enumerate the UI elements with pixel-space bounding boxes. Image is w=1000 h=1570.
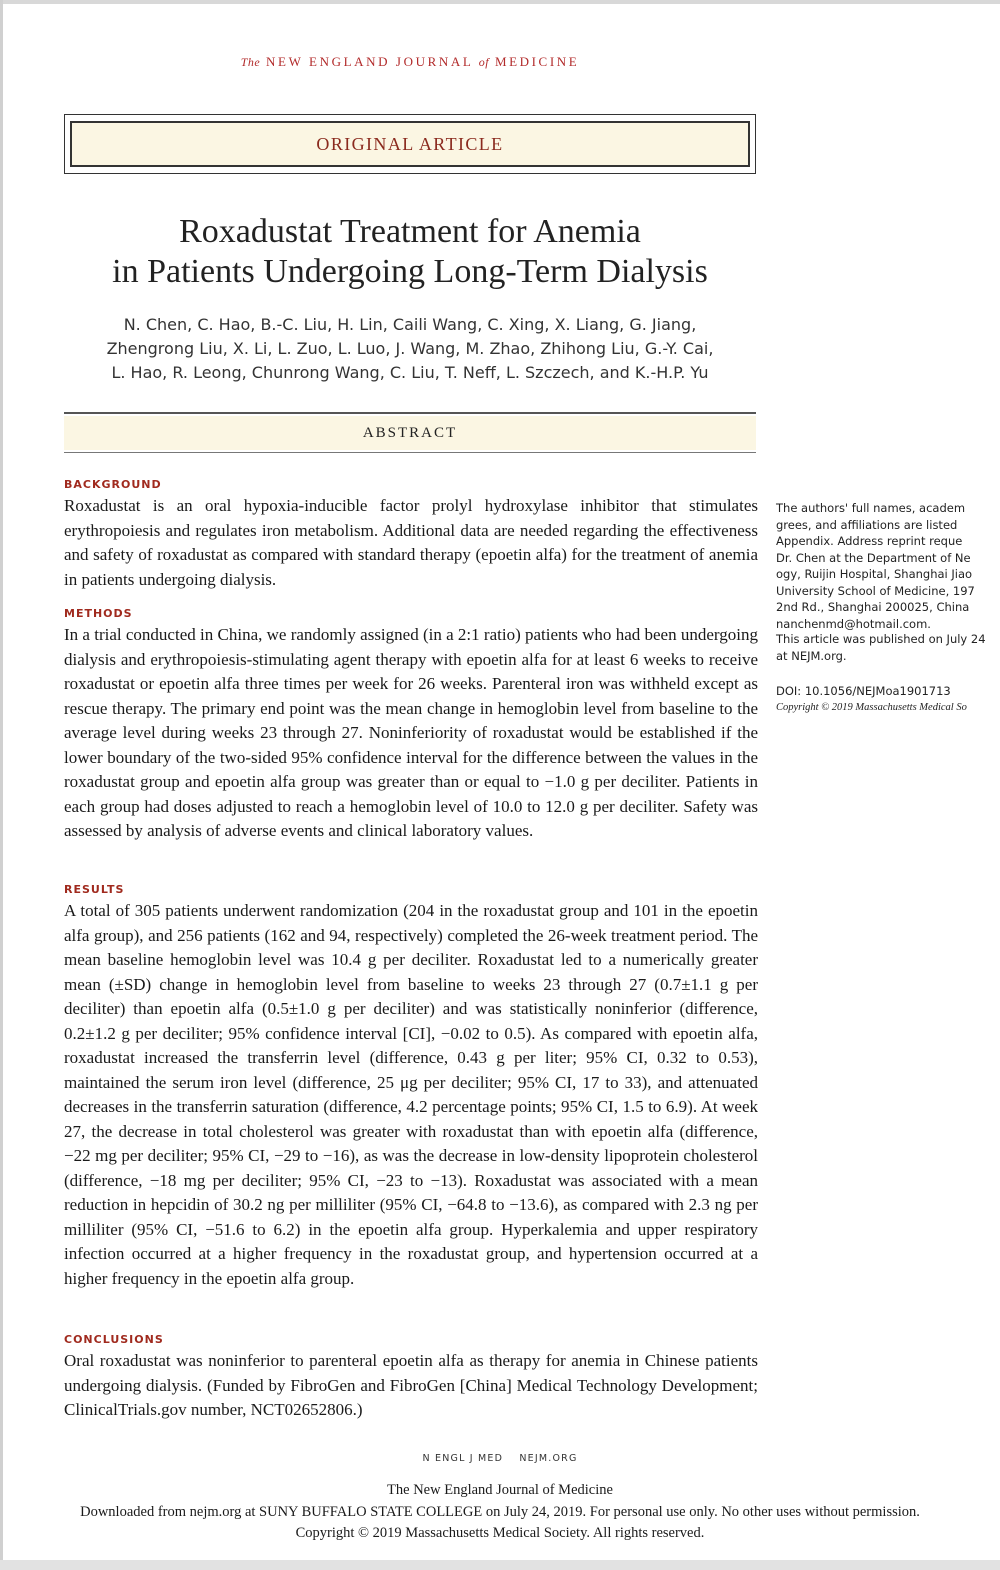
author-line: N. Chen, C. Hao, B.-C. Liu, H. Lin, Caili Wang, C. Xing, X. Liang, G. Jiang,	[123, 315, 697, 334]
page-left-edge	[0, 0, 3, 1570]
download-line: Copyright © 2019 Massachusetts Medical Society. All rights reserved.	[295, 1525, 705, 1541]
sidebar-affiliation-line: The authors' full names, academ	[776, 501, 966, 515]
sidebar-doi-block	[776, 683, 1000, 716]
masthead-the: The	[240, 55, 261, 69]
results-text: A total of 305 patients underwent randomization (204 in the roxadustat group and 101 in the epoetin alfa group), and 256 patients (162 and 94, respectively) completed the 26-week treatment period. The mean baseline hemoglobin level was 10.4 g per deciliter. Roxadustat led to a numerically greater mean (±SD) change in hemoglobin level from baseline to weeks 23 through 27 (0.7±1.1 g per deciliter) than epoetin alfa (0.5±1.0 g per deciliter) and was statistically noninferior (difference, 0.2±1.2 g per deciliter; 95% confidence interval [CI], −0.02 to 0.5). As compared with epoetin alfa, roxadustat increased the transferrin level (difference, 0.43 g per liter; 95% CI, 0.32 to 0.53), maintained the serum iron level (difference, 25 μg per deciliter; 95% CI, 17 to 33), and attenuated decreases in the transferrin saturation (difference, 4.2 percentage points; 95% CI, 1.5 to 6.9). At week 27, the decrease in total cholesterol was greater with roxadustat than with epoetin alfa (difference, −22 mg per deciliter; 95% CI, −29 to −16), as was the decrease in low-density lipoprotein cholesterol (difference, −18 mg per deciliter; 95% CI, −23 to −13). Roxadustat was associated with a mean reduction in hepcidin of 30.2 ng per milliliter (95% CI, −64.8 to −13.6), as compared with 2.3 ng per milliliter (95% CI, −51.6 to 6.2) in the epoetin alfa group. Hyperkalemia and upper respiratory infection occurred at a higher frequency in the roxadustat group, and hypertension occurred at a higher frequency in the epoetin alfa group.	[64, 901, 758, 1288]
author-line: Zhengrong Liu, X. Li, L. Zuo, L. Luo, J. Wang, M. Zhao, Zhihong Liu, G.-Y. Cai,	[106, 339, 714, 358]
download-line: Downloaded from nejm.org at SUNY BUFFALO STATE COLLEGE on July 24, 2019. For personal use only. No other uses without permission.	[80, 1503, 920, 1520]
abstract-heading: ABSTRACT	[362, 424, 458, 441]
results-label: RESULTS	[64, 883, 125, 896]
masthead-name-part1: NEW ENGLAND JOURNAL	[266, 54, 473, 69]
author-line: L. Hao, R. Leong, Chunrong Wang, C. Liu, T. Neff, L. Szczech, and K.-H.P. Yu	[111, 363, 709, 382]
masthead-of: of	[478, 55, 490, 69]
sidebar-published-line: at NEJM.org.	[776, 648, 847, 663]
title-line: in Patients Undergoing Long-Term Dialysis	[112, 253, 708, 290]
running-footer	[0, 1453, 1000, 1464]
sidebar-affiliation-line: grees, and affiliations are listed	[776, 517, 958, 532]
sidebar-published-line: This article was published on July 24	[776, 632, 986, 646]
article-title	[40, 212, 780, 292]
journal-masthead	[0, 54, 820, 70]
abstract-bottom-rule	[64, 452, 756, 453]
methods-label: METHODS	[64, 607, 133, 620]
footer-site: NEJM.ORG	[519, 1453, 578, 1464]
conclusions-label: CONCLUSIONS	[64, 1333, 164, 1346]
sidebar-affiliation-line: University School of Medicine, 197	[776, 583, 975, 598]
sidebar-copyright: Copyright © 2019 Massachusetts Medical So	[776, 701, 967, 713]
sidebar-affiliation-line: 2nd Rd., Shanghai 200025, China	[776, 600, 970, 614]
background-label: BACKGROUND	[64, 478, 162, 491]
article-type-label: ORIGINAL ARTICLE	[316, 133, 504, 154]
sidebar-affiliation-line: ogy, Ruijin Hospital, Shanghai Jiao	[776, 567, 973, 581]
page-bottom-edge	[0, 1560, 1000, 1570]
methods-text: In a trial conducted in China, we randomly assigned (in a 2:1 ratio) patients who had been undergoing dialysis and erythropoiesis-stimulating agent therapy with epoetin alfa for at least 6 weeks to receive roxadustat or epoetin alfa three times per week for 26 weeks. Parenteral iron was withheld except as rescue therapy. The primary end point was the mean change in hemoglobin level from baseline to the average level during weeks 23 through 27. Noninferiority of roxadustat would be established if the lower boundary of the two-sided 95% confidence interval for the difference between the values in the roxadustat group and epoetin alfa group was greater than or equal to −1.0 g per deciliter. Patients in each group had doses adjusted to reach a hemoglobin level of 10.0 to 12.0 g per deciliter. Safety was assessed by analysis of adverse events and clinical laboratory values.	[64, 625, 758, 840]
sidebar-affiliation-line: Dr. Chen at the Department of Ne	[776, 550, 971, 565]
sidebar-affiliations	[776, 500, 1000, 632]
footer-journal-abbrev: N ENGL J MED	[422, 1453, 504, 1464]
author-list	[50, 313, 770, 385]
sidebar-publication-note	[776, 631, 1000, 664]
sidebar-affiliation-line: nanchenmd@hotmail.com.	[776, 616, 931, 631]
download-line: The New England Journal of Medicine	[387, 1482, 613, 1498]
title-line: Roxadustat Treatment for Anemia	[179, 213, 641, 250]
page-top-edge	[0, 0, 1000, 4]
sidebar-affiliation-line: Appendix. Address reprint reque	[776, 534, 963, 548]
sidebar-doi: DOI: 10.1056/NEJMoa1901713	[776, 684, 951, 698]
masthead-name-part2: MEDICINE	[494, 54, 580, 69]
background-text: Roxadustat is an oral hypoxia-inducible factor prolyl hydroxylase inhibitor that stimulates erythropoiesis and regulates iron metabolism. Additional data are needed regarding the effectiveness and safety of roxadustat as compared with standard therapy (epoetin alfa) for the treatment of anemia in patients undergoing dialysis.	[64, 496, 758, 589]
article-type-frame	[64, 114, 756, 174]
abstract-heading-band	[64, 416, 756, 450]
article-type-panel	[70, 121, 750, 167]
conclusions-text: Oral roxadustat was noninferior to parenteral epoetin alfa as therapy for anemia in Chinese patients undergoing dialysis. (Funded by FibroGen and FibroGen [China] Medical Technology Development; ClinicalTrials.gov number, NCT02652806.)	[64, 1351, 758, 1419]
download-notice	[0, 1480, 1000, 1545]
abstract-top-rule	[64, 412, 756, 414]
